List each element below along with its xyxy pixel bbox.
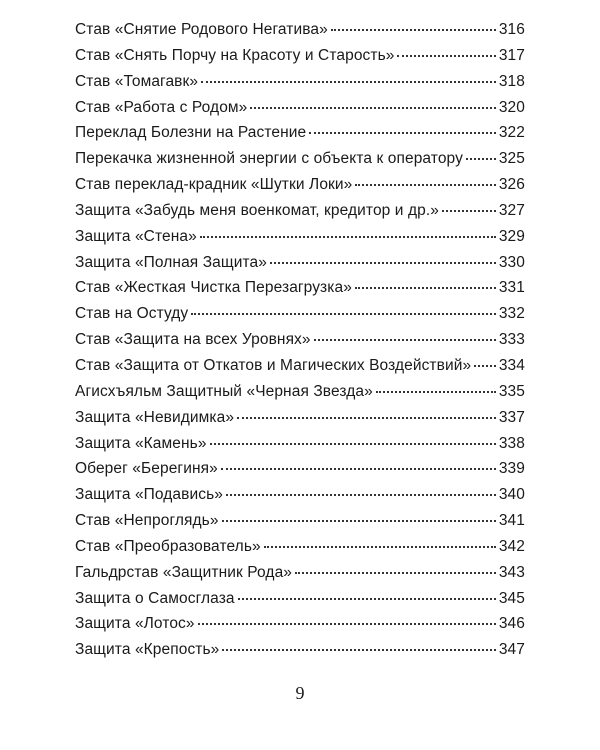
toc-entry-title: Став «Работа с Родом» xyxy=(75,98,248,116)
toc-entry-page: 318 xyxy=(498,72,525,90)
toc-entry-page: 322 xyxy=(498,124,525,142)
dot-leader xyxy=(309,132,496,134)
toc-entry xyxy=(75,99,525,125)
toc-entry-title: Став «Снять Порчу на Красоту и Старость» xyxy=(75,46,395,64)
toc-entry-page: 347 xyxy=(498,641,525,659)
toc-entry-title: Став «Томагавк» xyxy=(75,72,199,90)
toc-entry-title: Оберег «Берегиня» xyxy=(75,460,218,478)
toc-entry-title: Переклад Болезни на Растение xyxy=(75,124,307,142)
toc-entry xyxy=(75,615,525,641)
toc-entry-title: Защита о Самосглаза xyxy=(75,589,235,607)
toc-entry-title: Защита «Камень» xyxy=(75,434,207,452)
toc-entry xyxy=(75,21,525,47)
toc-entry-page: 334 xyxy=(498,356,525,374)
toc-entry-page: 316 xyxy=(498,21,525,38)
toc-entry-title: Став «Преобразователь» xyxy=(75,537,261,555)
toc-entry-page: 333 xyxy=(498,331,525,349)
toc-entry-page: 335 xyxy=(498,382,525,400)
dot-leader xyxy=(198,623,496,625)
toc-entry xyxy=(75,176,525,202)
toc-entry xyxy=(75,47,525,73)
dot-leader xyxy=(295,572,496,574)
toc-entry xyxy=(75,590,525,616)
dot-leader xyxy=(238,598,496,600)
dot-leader xyxy=(376,391,496,393)
toc-entry xyxy=(75,409,525,435)
dot-leader xyxy=(397,55,495,57)
toc-entry-page: 325 xyxy=(498,150,525,168)
toc-entry xyxy=(75,305,525,331)
toc-entry xyxy=(75,73,525,99)
toc-entry xyxy=(75,564,525,590)
dot-leader xyxy=(466,158,496,160)
toc-entry xyxy=(75,331,525,357)
toc-entry-page: 341 xyxy=(498,512,525,530)
toc-entry xyxy=(75,357,525,383)
dot-leader xyxy=(210,443,496,445)
page-number: 9 xyxy=(295,683,305,703)
toc-entry-title: Став переклад-крадник «Шутки Локи» xyxy=(75,176,353,194)
toc-entry-title: Защита «Лотос» xyxy=(75,615,195,633)
dot-leader xyxy=(314,339,496,341)
toc-entry-title: Став на Остуду xyxy=(75,305,189,323)
dot-leader xyxy=(237,417,496,419)
toc-entry xyxy=(75,383,525,409)
toc-entry-page: 338 xyxy=(498,434,525,452)
toc-entry-page: 342 xyxy=(498,537,525,555)
toc-entry-page: 332 xyxy=(498,305,525,323)
toc-entry-page: 320 xyxy=(498,98,525,116)
toc-entry xyxy=(75,150,525,176)
toc-entry xyxy=(75,486,525,512)
toc-entry xyxy=(75,254,525,280)
toc-entry-page: 330 xyxy=(498,253,525,271)
dot-leader xyxy=(250,107,495,109)
dot-leader xyxy=(201,81,496,83)
toc-entry-title: Защита «Забудь меня военкомат, кредитор и др.» xyxy=(75,201,439,219)
toc-entry-title: Перекачка жизненной энергии с объекта к оператору xyxy=(75,150,463,168)
toc-entry-title: Защита «Полная Защита» xyxy=(75,253,267,271)
toc-entry xyxy=(75,124,525,150)
dot-leader xyxy=(221,468,496,470)
toc-entry-title: Став «Снятие Родового Негатива» xyxy=(75,21,328,38)
toc-entry-title: Став «Защита на всех Уровнях» xyxy=(75,331,311,349)
toc-entry-title: Агисхъяльм Защитный «Черная Звезда» xyxy=(75,382,373,400)
dot-leader xyxy=(222,649,495,651)
toc-entry xyxy=(75,279,525,305)
toc-entry-title: Защита «Крепость» xyxy=(75,641,220,659)
dot-leader xyxy=(270,262,496,264)
toc-entry-page: 317 xyxy=(498,46,525,64)
dot-leader xyxy=(226,494,496,496)
toc-entry-title: Защита «Стена» xyxy=(75,227,197,245)
toc-entry-page: 345 xyxy=(498,589,525,607)
toc-entry xyxy=(75,202,525,228)
dot-leader xyxy=(355,184,495,186)
toc-entry-title: Став «Жесткая Чистка Перезагрузка» xyxy=(75,279,352,297)
toc-entry xyxy=(75,512,525,538)
toc-entry-title: Защита «Подавись» xyxy=(75,486,223,504)
toc-entry-page: 329 xyxy=(498,227,525,245)
dot-leader xyxy=(222,520,496,522)
dot-leader xyxy=(200,236,496,238)
toc-entry xyxy=(75,538,525,564)
toc-entry-page: 343 xyxy=(498,563,525,581)
dot-leader xyxy=(191,313,496,315)
toc-entry-page: 327 xyxy=(498,201,525,219)
toc-entry xyxy=(75,435,525,461)
toc-entry-page: 331 xyxy=(498,279,525,297)
toc-entry-page: 340 xyxy=(498,486,525,504)
toc-entry-title: Став «Защита от Откатов и Магических Воздействий» xyxy=(75,356,472,374)
toc-entry xyxy=(75,641,525,667)
dot-leader xyxy=(331,29,496,31)
dot-leader xyxy=(474,365,496,367)
toc-entry-page: 337 xyxy=(498,408,525,426)
toc-entry-page: 326 xyxy=(498,176,525,194)
toc-entry xyxy=(75,460,525,486)
dot-leader xyxy=(442,210,496,212)
dot-leader xyxy=(264,546,496,548)
toc-entry-page: 339 xyxy=(498,460,525,478)
toc-entry-title: Защита «Невидимка» xyxy=(75,408,235,426)
table-of-contents xyxy=(75,21,525,667)
toc-entry-title: Гальдрстав «Защитник Рода» xyxy=(75,563,293,581)
dot-leader xyxy=(355,287,496,289)
toc-entry-title: Став «Непроглядь» xyxy=(75,512,219,530)
toc-entry-page: 346 xyxy=(498,615,525,633)
toc-entry xyxy=(75,228,525,254)
